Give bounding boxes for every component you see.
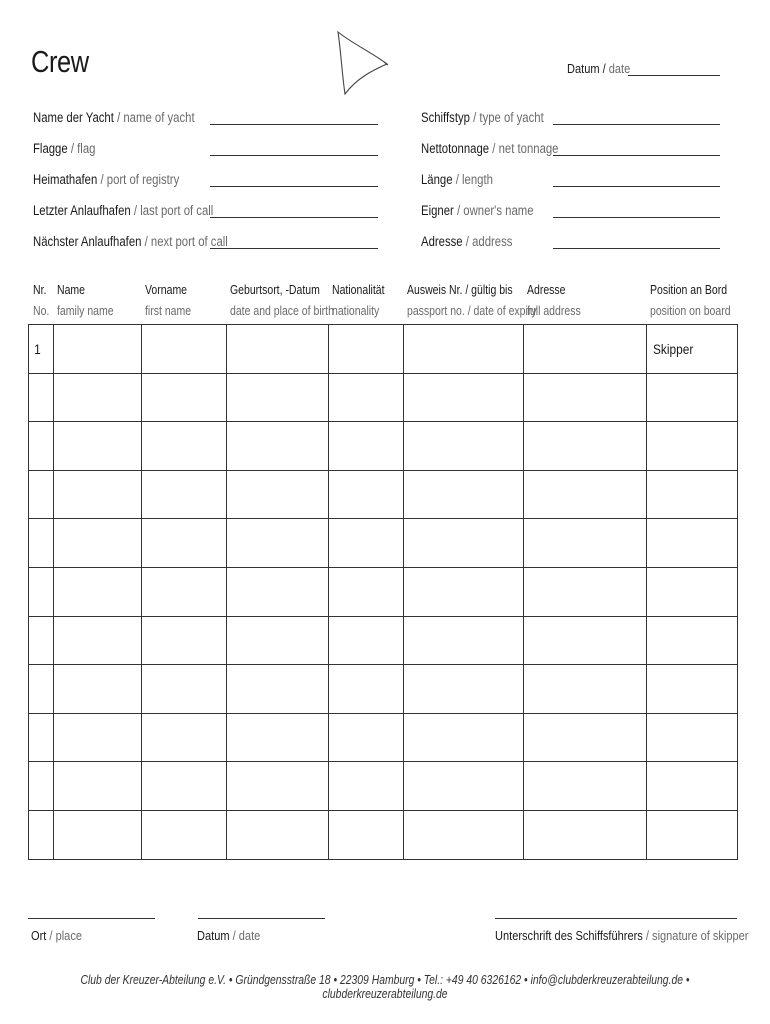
table-cell[interactable]	[227, 422, 329, 471]
table-cell[interactable]	[647, 519, 738, 568]
flag-input[interactable]	[210, 155, 378, 156]
date-signature-line[interactable]	[198, 918, 325, 919]
table-cell[interactable]	[329, 422, 404, 471]
address-input[interactable]	[553, 248, 720, 249]
table-row	[29, 665, 738, 714]
field-label-net-tonnage: Nettotonnage / net tonnage	[421, 141, 559, 156]
row-position: Skipper	[652, 340, 694, 357]
table-cell[interactable]	[404, 762, 524, 811]
table-cell[interactable]	[54, 373, 142, 422]
table-cell[interactable]	[647, 325, 738, 374]
table-cell[interactable]	[142, 519, 227, 568]
table-cell[interactable]	[524, 665, 647, 714]
table-cell[interactable]	[54, 713, 142, 762]
table-cell[interactable]	[54, 567, 142, 616]
table-cell[interactable]	[29, 519, 54, 568]
length-input[interactable]	[553, 186, 720, 187]
table-cell[interactable]	[524, 616, 647, 665]
column-header-family-name: Name family name	[57, 283, 114, 318]
table-cell[interactable]	[142, 665, 227, 714]
table-cell[interactable]	[142, 422, 227, 471]
table-cell[interactable]	[647, 762, 738, 811]
table-cell[interactable]	[329, 325, 404, 374]
table-cell[interactable]	[227, 810, 329, 859]
table-cell[interactable]	[54, 762, 142, 811]
table-cell[interactable]	[329, 567, 404, 616]
table-cell[interactable]	[329, 470, 404, 519]
table-cell[interactable]	[142, 567, 227, 616]
place-label: Ort / place	[31, 928, 82, 943]
table-cell[interactable]	[54, 519, 142, 568]
field-label-type-of-yacht: Schiffstyp / type of yacht	[421, 110, 544, 125]
table-cell[interactable]	[404, 810, 524, 859]
table-cell[interactable]	[54, 325, 142, 374]
table-cell[interactable]	[524, 519, 647, 568]
type-of-yacht-input[interactable]	[553, 124, 720, 125]
table-cell[interactable]	[29, 616, 54, 665]
name-of-yacht-input[interactable]	[210, 124, 378, 125]
last-port-input[interactable]	[210, 217, 378, 218]
table-cell[interactable]	[29, 373, 54, 422]
column-header-passport: Ausweis Nr. / gültig bis passport no. / date of expiry	[407, 283, 537, 318]
date-label: Datum / date	[197, 928, 261, 943]
table-cell[interactable]	[329, 810, 404, 859]
table-cell[interactable]	[404, 567, 524, 616]
date-field-label: Datum / date	[567, 61, 631, 76]
table-cell[interactable]	[329, 616, 404, 665]
table-cell[interactable]	[647, 422, 738, 471]
table-cell[interactable]	[227, 470, 329, 519]
table-cell[interactable]	[142, 810, 227, 859]
table-cell[interactable]	[524, 762, 647, 811]
table-row	[29, 325, 738, 374]
next-port-input[interactable]	[210, 248, 378, 249]
column-header-nationality: Nationalität nationality	[332, 283, 385, 318]
table-cell[interactable]	[524, 810, 647, 859]
table-cell[interactable]	[54, 665, 142, 714]
table-cell[interactable]	[142, 616, 227, 665]
field-label-port-of-registry: Heimathafen / port of registry	[33, 172, 180, 187]
row-number: 1	[34, 340, 41, 357]
table-cell[interactable]	[647, 713, 738, 762]
table-cell[interactable]	[404, 373, 524, 422]
table-cell[interactable]	[524, 713, 647, 762]
table-row	[29, 373, 738, 422]
table-row	[29, 762, 738, 811]
table-cell[interactable]	[524, 567, 647, 616]
table-cell[interactable]	[524, 470, 647, 519]
table-cell[interactable]	[29, 762, 54, 811]
field-label-owner: Eigner / owner's name	[421, 203, 534, 218]
table-row	[29, 567, 738, 616]
table-cell[interactable]	[227, 373, 329, 422]
table-row	[29, 422, 738, 471]
footer-contact	[0, 973, 770, 1001]
table-cell[interactable]	[524, 422, 647, 471]
table-cell[interactable]	[404, 519, 524, 568]
page-title: Crew	[31, 44, 89, 79]
field-label-address: Adresse / address	[421, 234, 513, 249]
table-cell[interactable]	[142, 373, 227, 422]
table-cell[interactable]	[524, 373, 647, 422]
table-cell[interactable]	[647, 616, 738, 665]
skipper-signature-label: Unterschrift des Schiffsführers / signature of skipper	[495, 928, 749, 943]
field-label-flag: Flagge / flag	[33, 141, 96, 156]
footer-text: Club der Kreuzer-Abteilung e.V. • Gründgensstraße 18 • 22309 Hamburg • Tel.: +49 40 6326162 • info@clubderkreuzerabteilung.de • clubderkreuzerabteilung.de	[80, 973, 690, 1001]
crew-table	[28, 324, 738, 860]
table-cell[interactable]	[142, 470, 227, 519]
table-cell[interactable]	[404, 713, 524, 762]
table-row	[29, 519, 738, 568]
table-cell[interactable]	[647, 373, 738, 422]
table-cell[interactable]	[29, 567, 54, 616]
field-label-last-port: Letzter Anlaufhafen / last port of call	[33, 203, 214, 218]
table-cell[interactable]	[404, 325, 524, 374]
field-label-length: Länge / length	[421, 172, 493, 187]
field-label-name-of-yacht: Name der Yacht / name of yacht	[33, 110, 195, 125]
table-cell[interactable]	[227, 665, 329, 714]
column-header-address: Adresse full address	[527, 283, 581, 318]
table-cell[interactable]	[404, 422, 524, 471]
table-cell[interactable]	[54, 470, 142, 519]
table-cell[interactable]	[329, 713, 404, 762]
table-cell[interactable]	[329, 519, 404, 568]
table-cell[interactable]	[29, 470, 54, 519]
table-cell[interactable]	[142, 762, 227, 811]
table-cell[interactable]	[647, 567, 738, 616]
table-cell[interactable]	[227, 325, 329, 374]
table-cell[interactable]	[29, 665, 54, 714]
column-header-first-name: Vorname first name	[145, 283, 192, 318]
date-input-line[interactable]	[628, 75, 720, 76]
column-header-no: Nr. No.	[33, 283, 50, 318]
table-cell[interactable]	[227, 567, 329, 616]
table-row	[29, 713, 738, 762]
table-cell[interactable]	[54, 810, 142, 859]
place-signature-line[interactable]	[28, 918, 155, 919]
table-cell[interactable]	[647, 665, 738, 714]
table-row	[29, 810, 738, 859]
net-tonnage-input[interactable]	[553, 155, 720, 156]
table-cell[interactable]	[227, 762, 329, 811]
table-cell[interactable]	[54, 422, 142, 471]
field-label-next-port: Nächster Anlaufhafen / next port of call	[33, 234, 228, 249]
column-header-birth: Geburtsort, -Datum date and place of birth	[230, 283, 334, 318]
table-cell[interactable]	[329, 762, 404, 811]
table-cell[interactable]	[29, 422, 54, 471]
table-cell[interactable]	[404, 616, 524, 665]
table-cell[interactable]	[647, 810, 738, 859]
table-cell[interactable]	[227, 519, 329, 568]
table-row	[29, 616, 738, 665]
pennant-flag-icon	[333, 30, 393, 98]
table-cell[interactable]	[29, 810, 54, 859]
table-cell[interactable]	[54, 616, 142, 665]
port-of-registry-input[interactable]	[210, 186, 378, 187]
owner-input[interactable]	[553, 217, 720, 218]
table-cell[interactable]	[142, 713, 227, 762]
table-cell[interactable]	[29, 713, 54, 762]
table-cell[interactable]	[404, 470, 524, 519]
skipper-signature-line[interactable]	[495, 918, 737, 919]
table-cell[interactable]	[647, 470, 738, 519]
table-cell[interactable]	[329, 373, 404, 422]
table-cell[interactable]	[227, 713, 329, 762]
table-cell[interactable]	[404, 665, 524, 714]
table-row	[29, 470, 738, 519]
column-header-position: Position an Bord position on board	[650, 283, 731, 318]
table-cell[interactable]	[142, 325, 227, 374]
table-cell[interactable]	[29, 325, 54, 374]
table-cell[interactable]	[524, 325, 647, 374]
table-cell[interactable]	[329, 665, 404, 714]
table-cell[interactable]	[227, 616, 329, 665]
